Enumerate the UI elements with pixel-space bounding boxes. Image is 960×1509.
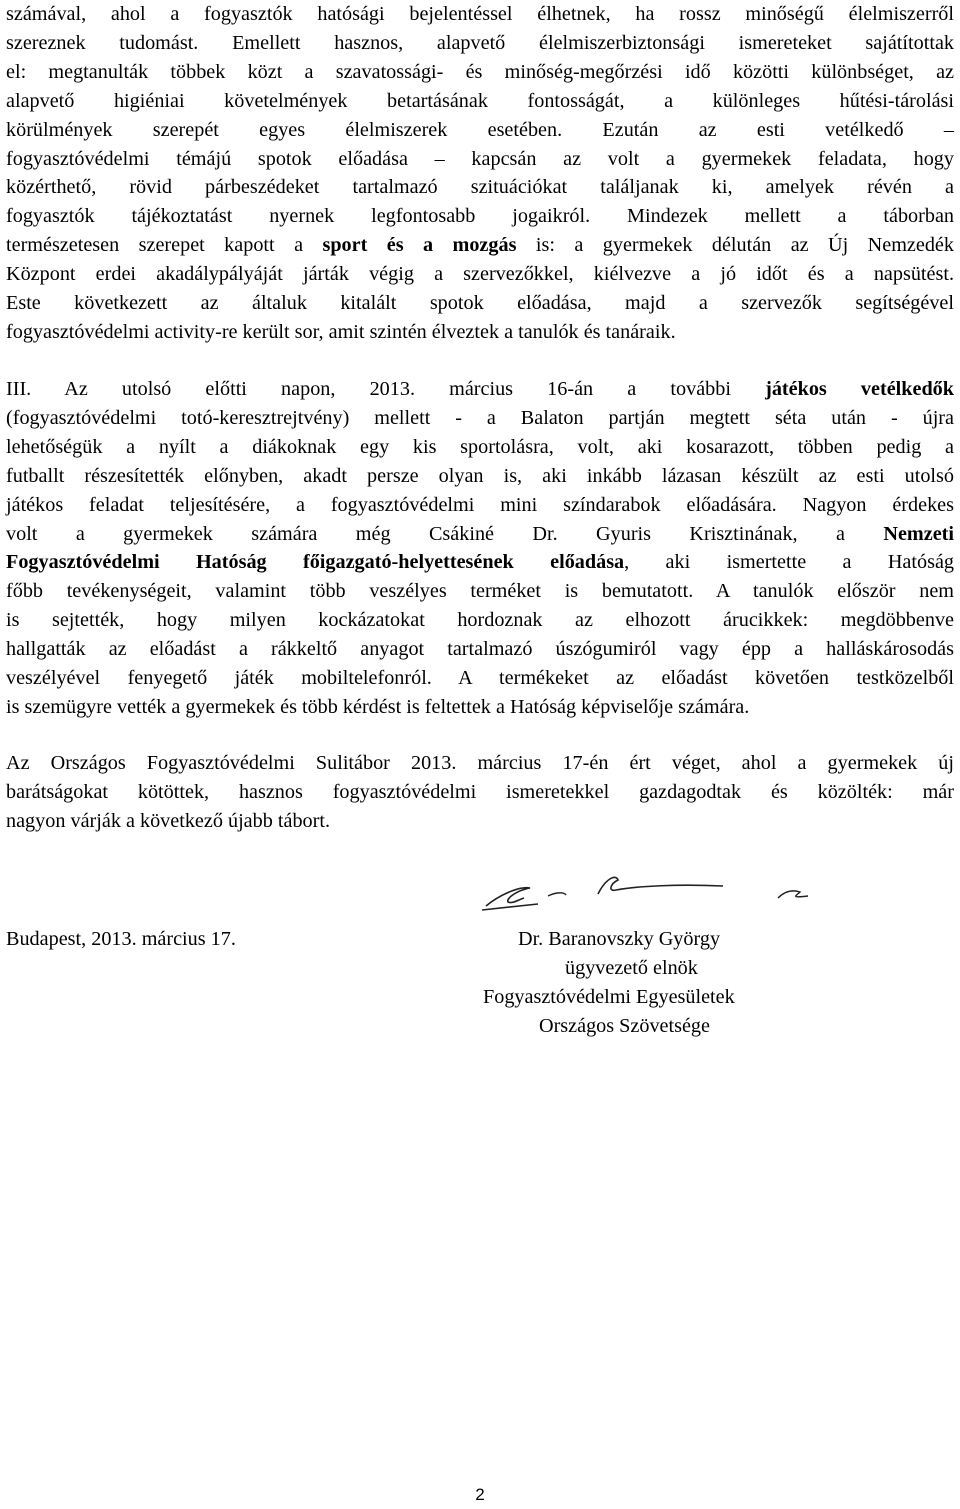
paragraph-day-three [6, 375, 954, 722]
text-line: játékos feladat teljesítésére, a fogyasztóvédelmi mini színdarabok előadására. Nagyon érdekes [6, 493, 954, 516]
handwritten-signature [478, 868, 818, 918]
text-line: közérthető, rövid párbeszédeket tartalmazó szituációkat találjanak ki, amelyek révén a [6, 176, 954, 199]
signer-title: ügyvezető elnök [565, 957, 698, 979]
text-run: III. Az utolsó előtti napon, 2013. március 16-án a további [6, 378, 766, 400]
text-line: nagyon várják a következő újabb tábort. [6, 809, 331, 832]
bold-text: sport és a mozgás [322, 234, 517, 257]
text-line: el: megtanulták többek közt a szavatossági- és minőség-megőrzési idő közötti különbséget, az [6, 60, 954, 83]
text-line: Este következett az általuk kitalált spotok előadása, majd a szervezők segítségével [6, 292, 954, 315]
organization-line-2: Országos Szövetsége [539, 1015, 710, 1037]
text-run: , aki ismertette a Hatóság [624, 551, 954, 574]
text-line: fogyasztók tájékoztatást nyernek legfontosabb jogaikról. Mindezek mellett a táborban [6, 205, 954, 228]
bold-text: Fogyasztóvédelmi Hatóság főigazgató-helyettesének előadása [6, 551, 625, 574]
text-line: is sejtették, hogy milyen kockázatokat hordoznak az elhozott árucikkek: megdöbbenve [6, 609, 954, 632]
text-line: hallgatták az előadást a rákkeltő anyagot tartalmazó úszógumiról vagy épp a halláskárosodás [6, 638, 954, 661]
organization-line-1: Fogyasztóvédelmi Egyesületek [483, 986, 735, 1008]
text-line: szereznek tudomást. Emellett hasznos, alapvető élelmiszerbiztonsági ismereteket sajátítottak [6, 31, 954, 54]
text-line: barátságokat kötöttek, hasznos fogyasztóvédelmi ismeretekkel gazdagodtak és közölték: már [6, 780, 954, 803]
text-line: alapvető higiéniai követelmények betartásának fontosságát, a különleges hűtési-tárolási [6, 89, 954, 112]
text-line: körülmények szerepét egyes élelmiszerek esetében. Ezután az esti vetélkedő – [6, 118, 954, 141]
paragraph-conclusion [6, 749, 954, 836]
text-line: futballt részesítették előnyben, akadt persze olyan is, aki inkább lázasan készült az esti utolsó [6, 464, 954, 487]
text-line [6, 520, 954, 549]
text-line: Központ erdei akadálypályáját járták végig a szervezőkkel, kiélvezve a jó időt és a napsütést. [6, 263, 954, 286]
paragraph-camp-activities [6, 0, 954, 347]
text-line [6, 231, 954, 260]
text-line: fogyasztóvédelmi activity-re került sor, amit szintén élveztek a tanulók és tanáraik. [6, 320, 676, 343]
text-run: is: a gyermekek délután az Új Nemzedék [516, 234, 954, 257]
text-line: veszélyével fenyegető játék mobiltelefonról. A termékeket az előadást követően testközelből [6, 667, 954, 690]
text-line: fogyasztóvédelmi témájú spotok előadása – kapcsán az volt a gyermekek feladata, hogy [6, 147, 954, 170]
text-line: számával, ahol a fogyasztók hatósági bejelentéssel élhetnek, ha rossz minőségű élelmiszerről [6, 3, 954, 25]
text-line: főbb tevékenységeit, valamint több veszélyes terméket is bemutatott. A tanulók először nem [6, 580, 954, 603]
text-line: (fogyasztóvédelmi totó-keresztrejtvény) mellett - a Balaton partján megtett séta után - újra [6, 406, 954, 429]
page-number: 2 [475, 1485, 485, 1504]
text-line: Az Országos Fogyasztóvédelmi Sulitábor 2013. március 17-én ért véget, ahol a gyermekek új [6, 752, 954, 774]
text-run: természetesen szerepet kapott a [6, 234, 323, 257]
place-and-date: Budapest, 2013. március 17. [6, 928, 236, 950]
bold-text: játékos vetélkedők [765, 378, 954, 400]
text-line [6, 548, 954, 577]
text-run: volt a gyermekek számára még Csákiné Dr. Gyuris Krisztinának, a [6, 522, 884, 545]
text-line: is szemügyre vették a gyermekek és több kérdést is feltettek a Hatóság képviselője számára. [6, 695, 750, 718]
text-line [6, 375, 954, 404]
bold-text: Nemzeti [883, 522, 954, 545]
text-line: lehetőségük a nyílt a diákoknak egy kis sportolásra, volt, aki kosarazott, többen pedig a [6, 435, 954, 458]
signer-name: Dr. Baranovszky György [518, 928, 721, 950]
